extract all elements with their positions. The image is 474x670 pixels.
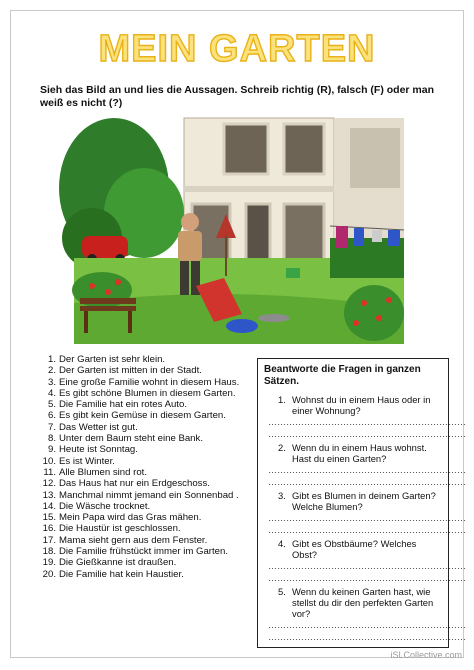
answer-line[interactable]: ………………………………………………………… bbox=[268, 561, 466, 571]
list-item: 6. Es gibt kein Gemüse in diesem Garten. bbox=[47, 410, 226, 422]
list-item: 12. Das Haus hat nur ein Erdgeschoss. bbox=[42, 478, 210, 490]
questions-title: Beantworte die Fragen in ganzen Sätzen. bbox=[264, 364, 421, 387]
list-item: 18. Die Familie frühstückt immer im Garten. bbox=[42, 546, 228, 558]
list-item: 3. Eine große Familie wohnt in diesem Haus. bbox=[47, 376, 240, 388]
footer-watermark: iSLCollective.com bbox=[390, 650, 462, 660]
questions-box bbox=[257, 358, 466, 648]
answer-line[interactable]: ………………………………………………………… bbox=[268, 573, 466, 583]
list-item: 13. Manchmal nimmt jemand ein Sonnenbad . bbox=[42, 489, 239, 501]
list-item: 5. Die Familie hat ein rotes Auto. bbox=[47, 399, 187, 411]
list-item: 11. Alle Blumen sind rot. bbox=[43, 466, 147, 478]
answer-line[interactable]: ………………………………………………………… bbox=[268, 429, 466, 439]
list-item: 15. Mein Papa wird das Gras mähen. bbox=[42, 512, 202, 524]
question-item: 4. Gibt es Obstbäume? Welches Obst? ………………………………………………………… ………………………………………………………… bbox=[264, 538, 442, 584]
answer-line[interactable]: ………………………………………………………… bbox=[268, 465, 466, 475]
questions-list bbox=[264, 394, 466, 643]
answer-line[interactable]: ………………………………………………………… bbox=[268, 513, 466, 523]
instructions-text: Sieh das Bild an und lies die Aussagen. Schreib richtig (R), falsch (F) oder man weiß es nicht (?) bbox=[40, 84, 435, 109]
list-item: 2. Der Garten ist mitten in der Stadt. bbox=[47, 365, 202, 377]
answer-line[interactable]: ………………………………………………………… bbox=[268, 620, 466, 630]
question-item: 3. Gibt es Blumen in deinem Garten? Welche Blumen? ………………………………………………………… ………………………………………………………… bbox=[264, 490, 442, 536]
question-item: 5. Wenn du keinen Garten hast, wie stellst du dir den perfekten Garten vor? ………………………………………………………… ………………………………………………………… bbox=[264, 586, 442, 643]
answer-line[interactable]: ………………………………………………………… bbox=[268, 477, 466, 487]
answer-line[interactable]: ………………………………………………………… bbox=[268, 632, 466, 642]
list-item: 4. Es gibt schöne Blumen in diesem Garten. bbox=[47, 387, 236, 399]
list-item: 19. Die Gießkanne ist draußen. bbox=[42, 557, 177, 569]
list-item: 17. Mama sieht gern aus dem Fenster. bbox=[42, 534, 208, 546]
question-item: 1. Wohnst du in einem Haus oder in einer Wohnung? ………………………………………………………… ………………………………………………………… bbox=[264, 394, 442, 440]
list-item: 1. Der Garten ist sehr klein. bbox=[47, 354, 166, 365]
list-item: 8. Unter dem Baum steht eine Bank. bbox=[47, 433, 203, 445]
list-item: 9. Heute ist Sonntag. bbox=[47, 444, 138, 456]
statements-list bbox=[38, 354, 253, 580]
question-item: 2. Wenn du in einem Haus wohnst. Hast du einen Garten? ………………………………………………………… ………………………………………………………… bbox=[264, 442, 442, 488]
list-item: 10. Es ist Winter. bbox=[42, 455, 115, 467]
list-item: 7. Das Wetter ist gut. bbox=[47, 421, 138, 433]
page-title: MEIN GARTEN bbox=[98, 28, 376, 70]
list-item: 14. Die Wäsche trocknet. bbox=[42, 500, 151, 512]
list-item: 20. Die Familie hat kein Haustier. bbox=[42, 568, 184, 580]
answer-line[interactable]: ………………………………………………………… bbox=[268, 525, 466, 535]
answer-line[interactable]: ………………………………………………………… bbox=[268, 417, 466, 427]
list-item: 16. Die Haustür ist geschlossen. bbox=[42, 523, 181, 535]
garden-illustration bbox=[74, 118, 404, 344]
